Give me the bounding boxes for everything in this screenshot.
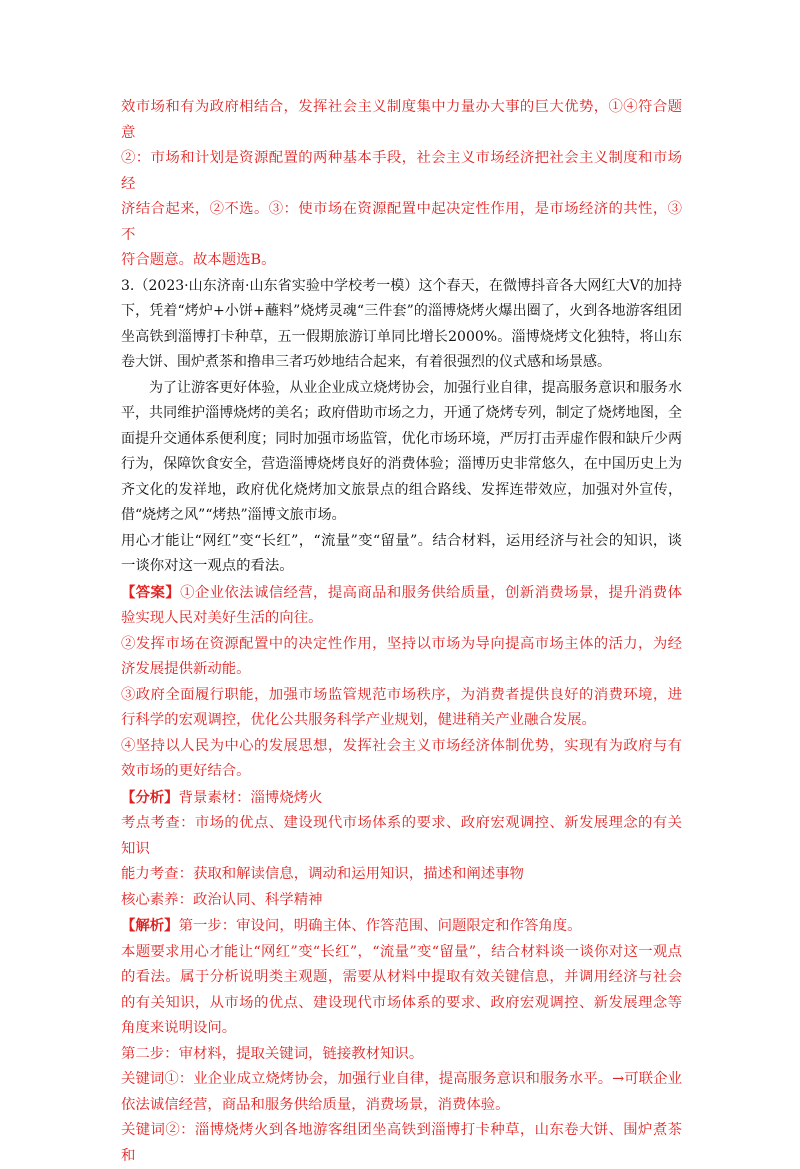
analysis-knowledge: 考点考查：市场的优点、建设现代市场体系的要求、政府宏观调控、新发展理念的有关知识 bbox=[121, 815, 682, 857]
question-number: 3. bbox=[121, 277, 135, 294]
explanation-step1-detail: 本题要求用心才能让“网红”变“长红”，“流量”变“留量”，结合材料谈一谈你对这一观点的看法。属于分析说明类主观题，需要从材料中提取有效关键信息，并调用经济与社会的有关知识，从市场的优点、建设现代市场体系的要求、政府宏观调控、新发展理念等角度来说明设问。 bbox=[121, 943, 682, 1036]
question-material-2: 为了让游客更好体验，从业企业成立烧烤协会，加强行业自律，提高服务意识和服务水平，共同维护淄博烧烤的美名；政府借助市场之力，开通了烧烤专列，制定了烧烤地图，全面提升交通体系便利度；同时加强市场监管，优化市场环境，严厉打击弄虚作假和缺斤少两行为，保障饮食安全，营造淄博烧烤良好的消费体验；淄博历史非常悠久，在中国历史上为齐文化的发祥地，政府优化烧烤加文旅景点的组合路线、发挥连带效应，加强对外宣传，借“烧烤之风”“烤热”淄博文旅市场。 bbox=[121, 379, 682, 523]
analysis-literacy: 核心素养：政治认同、科学精神 bbox=[121, 891, 323, 908]
analysis-ability: 能力考查：获取和解读信息，调动和运用知识，描述和阐述事物 bbox=[121, 866, 524, 882]
question-source: （2023·山东济南·山东省实验中学校考一模） bbox=[134, 277, 419, 294]
prev-answer-line-1: 效市场和有为政府相结合，发挥社会主义制度集中力量办大事的巨大优势，①④符合题意 bbox=[121, 99, 682, 141]
analysis-background bbox=[121, 785, 682, 812]
answer-point-1-text: ①企业依法诚信经营，提高商品和服务供给质量，创新消费场景，提升消费体验实现人民对美好生活的向往。 bbox=[121, 584, 682, 626]
answer-point-3: ③政府全面履行职能，加强市场监管规范市场秩序，为消费者提供良好的消费环境，进行科学的宏观调控，优化公共服务科学产业规划，健进稍关产业融合发展。 bbox=[121, 686, 682, 728]
explanation-step1-text: 第一步：审设问，明确主体、作答范围、问题限定和作答角度。 bbox=[178, 918, 582, 934]
material-paragraph-1: 这个春天，在微博抖音各大网红大V的加持下，凭着“烤炉+小饼+蘸料”烧烤灵魂“三件套”的淄博烧烤火爆出圈了，火到各地游客组团坐高铁到淄博打卡种草，五一假期旅游订单同比增长2000%。淄博烧烤文化独特，将山东卷大饼、围炉煮茶和撸串三者巧妙地结合起来，有着很强烈的仪式感和场景感。 bbox=[121, 277, 682, 370]
explanation-keyword-2: 关键词②：淄博烧烤火到各地游客组团坐高铁到淄博打卡种草，山东卷大饼、围炉煮茶和 bbox=[121, 1122, 682, 1164]
answer-point-1 bbox=[121, 580, 682, 632]
prev-answer-line-2: ②：市场和计划是资源配置的两种基本手段，社会主义市场经济把社会主义制度和市场经 bbox=[121, 150, 682, 192]
analysis-tag: 【分析】 bbox=[121, 788, 179, 806]
explanation-step2: 第二步：审材料，提取关键词，链接教材知识。 bbox=[121, 1045, 424, 1062]
prev-answer-line-4: 符合题意。故本题选B。 bbox=[121, 252, 276, 268]
explanation-step1 bbox=[121, 913, 682, 940]
question-prompt: 用心才能让“网红”变“长红”，“流量”变“留量”。结合材料，运用经济与社会的知识，谈一谈你对这一观点的看法。 bbox=[121, 532, 682, 574]
analysis-background-text: 背景素材：淄博烧烤火 bbox=[178, 789, 323, 806]
answer-tag: 【答案】 bbox=[121, 583, 181, 601]
answer-point-4: ④坚持以人民为中心的发展思想，发挥社会主义市场经济体制优势，实现有为政府与有效市场的更好结合。 bbox=[121, 737, 682, 779]
explanation-keyword-1: 关键词①：业企业成立烧烤协会，加强行业自律，提高服务意识和服务水平。→可联企业依法诚信经营，商品和服务供给质量，消费场景，消费体验。 bbox=[121, 1071, 682, 1113]
question-material-1 bbox=[121, 274, 682, 376]
document-body bbox=[121, 95, 682, 1169]
prev-answer-line-3: 济结合起来，②不选。③：使市场在资源配置中起决定性作用，是市场经济的共性，③不 bbox=[121, 201, 682, 243]
explanation-tag: 【解析】 bbox=[121, 917, 179, 934]
answer-point-2: ②发挥市场在资源配置中的决定性作用，坚持以市场为导向提高市场主体的活力，为经济发展提供新动能。 bbox=[121, 635, 682, 677]
